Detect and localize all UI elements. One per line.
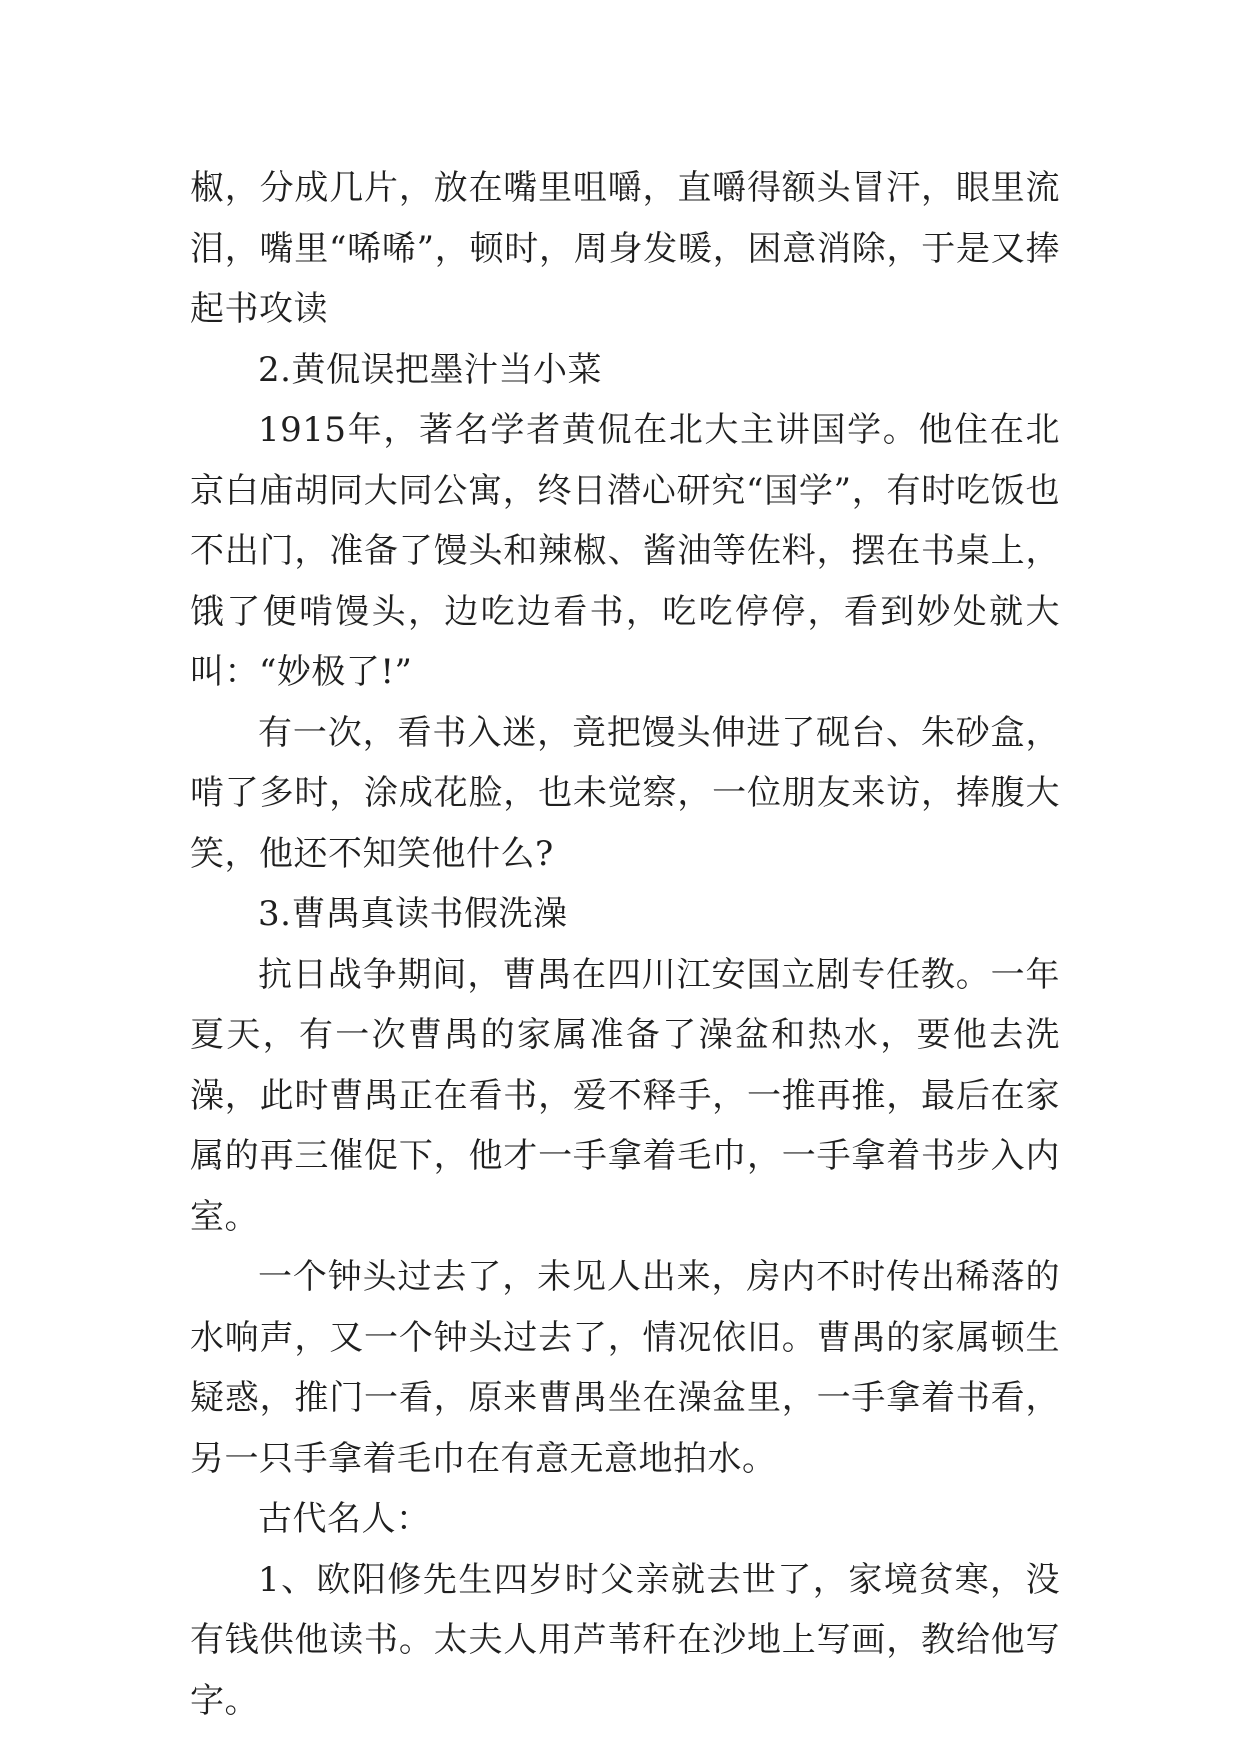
paragraph-cao-yu-anecdote: 一个钟头过去了，未见人出来，房内不时传出稀落的水响声，又一个钟头过去了，情况依旧。曹禺的家属顿生疑惑，推门一看，原来曹禺坐在澡盆里，一手拿着书看，另一只手拿着毛巾在有意无意地拍水。 — [190, 1257, 1060, 1479]
paragraph-ouyang-xiu: 1、欧阳修先生四岁时父亲就去世了，家境贫寒，没有钱供他读书。太夫人用芦苇秆在沙地上写画，教给他写字。 — [190, 1559, 1060, 1721]
document-body — [190, 158, 1060, 1731]
section-heading-huang-kan: 2.黄侃误把墨汁当小菜 — [258, 349, 602, 390]
paragraph-huang-kan-anecdote: 有一次，看书入迷，竟把馒头伸进了砚台、朱砂盒，啃了多时，涂成花脸，也未觉察，一位朋友来访，捧腹大笑，他还不知笑他什么? — [190, 712, 1060, 874]
section-heading-ancient-figures: 古代名人： — [258, 1499, 431, 1539]
section-heading-cao-yu: 3.曹禺真读书假洗澡 — [258, 894, 568, 934]
paragraph-continuation: 椒，分成几片，放在嘴里咀嚼，直嚼得额头冒汗，眼里流泪，嘴里“唏唏”，顿时，周身发暖，困意消除，于是又捧起书攻读 — [190, 168, 1060, 329]
paragraph-cao-yu-story: 抗日战争期间，曹禺在四川江安国立剧专任教。一年夏天，有一次曹禺的家属准备了澡盆和热水，要他去洗澡，此时曹禺正在看书，爱不释手，一推再推，最后在家属的再三催促下，他才一手拿着毛巾，一手拿着书步入内室。 — [190, 954, 1060, 1237]
paragraph-huang-kan-story: 1915年，著名学者黄侃在北大主讲国学。他住在北京白庙胡同大同公寓，终日潜心研究“国学”，有时吃饭也不出门，准备了馒头和辣椒、酱油等佐料，摆在书桌上，饿了便啃馒头，边吃边看书，吃吃停停，看到妙处就大叫：“妙极了!” — [190, 410, 1060, 692]
